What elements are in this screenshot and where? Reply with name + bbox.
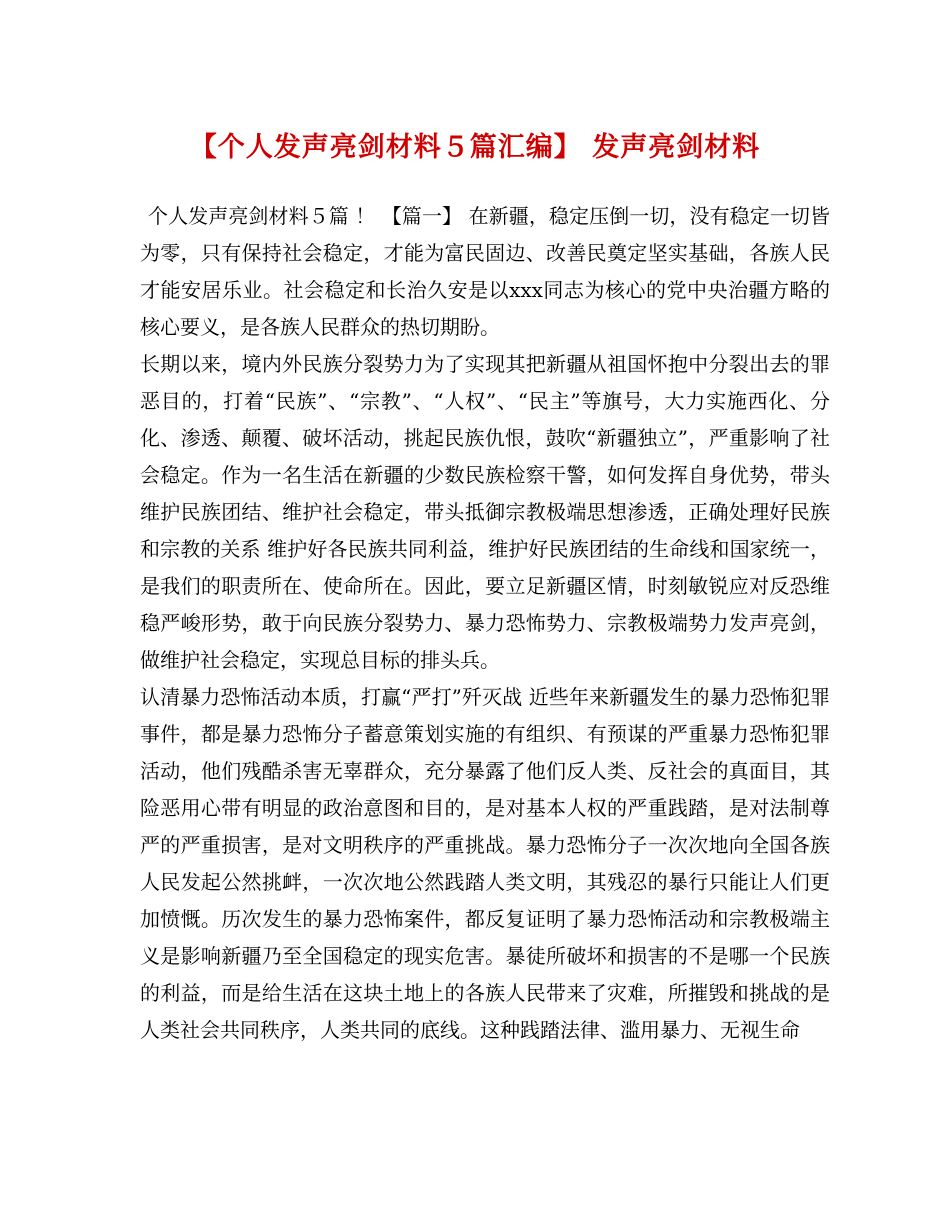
paragraph-3: 认清暴力恐怖活动本质，打赢“严打”歼灭战 近些年来新疆发生的暴力恐怖犯罪事件，都是暴力恐怖分子蓄意策划实施的有组织、有预谋的严重暴力恐怖犯罪活动，他们残酷杀害无辜群众，充分暴露了他们反人类、反社会的真面目，其险恶用心带有明显的政治意图和目的，是对基本人权的严重践踏，是对法制尊严的严重损害，是对文明秩序的严重挑战。暴力恐怖分子一次次地向全国各族人民发起公然挑衅，一次次地公然践踏人类文明，其残忍的暴行只能让人们更加愤慨。历次发生的暴力恐怖案件，都反复证明了暴力恐怖活动和宗教极端主义是影响新疆乃至全国稳定的现实危害。暴徒所破坏和损害的不是哪一个民族的利益，而是给生活在这块土地上的各族人民带来了灾难，所摧毁和挑战的是人类社会共同秩序，人类共同的底线。这种践踏法律、滥用暴力、无视生命 — [140, 685, 830, 1042]
document-title: 【个人发声亮剑材料５篇汇编】 发声亮剑材料 — [189, 132, 761, 163]
paragraph-2: 长期以来，境内外民族分裂势力为了实现其把新疆从祖国怀抱中分裂出去的罪恶目的，打着“民族”、“宗教”、“人权”、“民主”等旗号，大力实施西化、分化、渗透、颠覆、破坏活动，挑起民族仇恨，鼓吹“新疆独立”，严重影响了社会稳定。作为一名生活在新疆的少数民族检察干警，如何发挥自身优势，带头维护民族团结、维护社会稳定，带头抵御宗教极端思想渗透，正确处理好民族和宗教的关系 维护好各民族共同利益，维护好民族团结的生命线和国家统一，是我们的职责所在、使命所在。因此，要立足新疆区情，时刻敏锐应对反恐维稳严峻形势，敢于向民族分裂势力、暴力恐怖势力、宗教极端势力发声亮剑，做维护社会稳定，实现总目标的排头兵。 — [140, 352, 830, 672]
paragraph-1: 个人发声亮剑材料５篇 ！ 【篇一】 在新疆，稳定压倒一切，没有稳定一切皆为零，只有保持社会稳定，才能为富民固边、改善民奠定坚实基础，各族人民才能安居乐业。社会稳定和长治久安是以xxx同志为核心的党中央治疆方略的核心要义，是各族人民群众的热切期盼。 — [140, 204, 830, 339]
document-body — [140, 198, 830, 1049]
